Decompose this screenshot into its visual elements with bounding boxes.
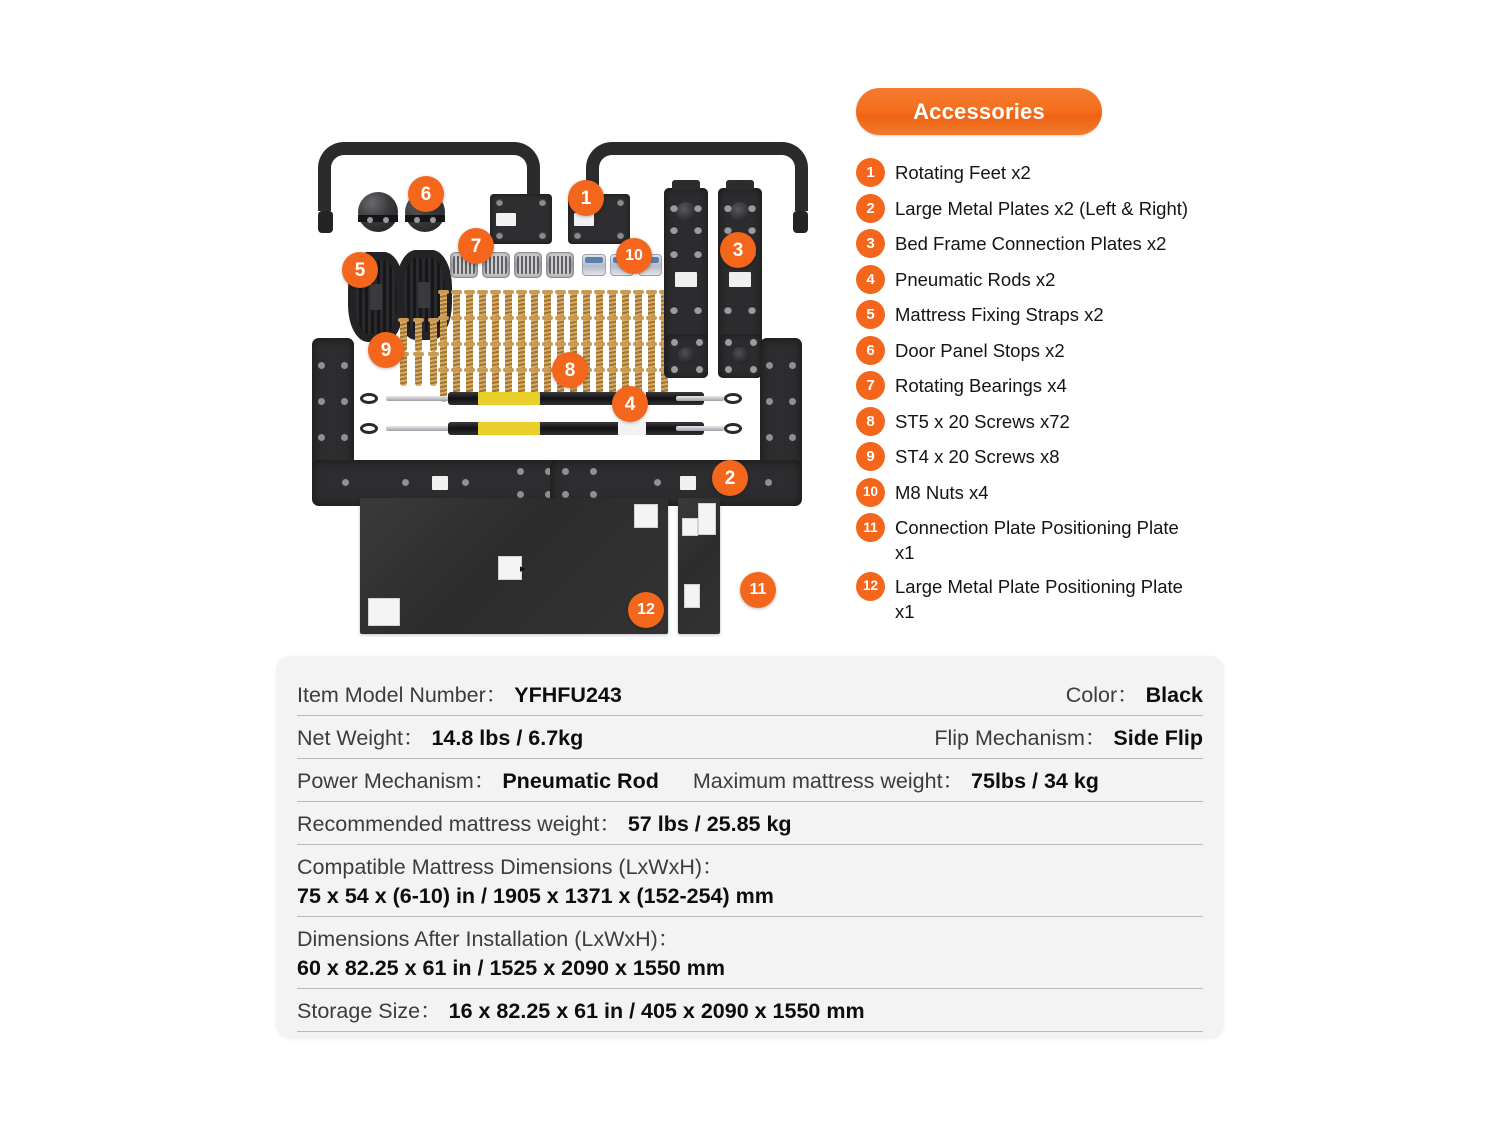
flip-mechanism-value: Side Flip — [1113, 726, 1203, 750]
accessories-legend-list — [856, 158, 1276, 630]
callout-3: 3 — [720, 232, 756, 268]
spec-row-power — [297, 759, 1203, 802]
net-weight-value: 14.8 lbs / 6.7kg — [431, 726, 584, 750]
legend-label-7: Rotating Bearings x4 — [895, 375, 1067, 396]
legend-badge-5: 5 — [856, 300, 885, 329]
spec-row-recommended-weight — [297, 802, 1203, 845]
legend-label-2: Large Metal Plates x2 (Left & Right) — [895, 197, 1189, 219]
storage-size-value: 16 x 82.25 x 61 in / 405 x 2090 x 1550 mm — [448, 999, 865, 1023]
legend-item-9 — [856, 442, 1276, 471]
legend-badge-10: 10 — [856, 478, 885, 507]
callout-10: 10 — [616, 238, 652, 274]
legend-item-5 — [856, 300, 1276, 329]
recommended-mattress-label: Recommended mattress weight： — [297, 812, 621, 836]
legend-badge-4: 4 — [856, 265, 885, 294]
legend-item-4 — [856, 265, 1276, 294]
pneumatic-rod-2 — [360, 422, 742, 435]
legend-item-8 — [856, 407, 1276, 436]
recommended-mattress-value: 57 lbs / 25.85 kg — [627, 812, 792, 836]
legend-label-12: Large Metal Plate Positioning Plate x1 — [895, 575, 1183, 622]
rotating-foot-bracket-left — [490, 194, 552, 244]
legend-badge-7: 7 — [856, 371, 885, 400]
legend-item-10 — [856, 478, 1276, 507]
screw — [415, 318, 422, 352]
color-value: Black — [1145, 683, 1203, 707]
spec-row-storage-size — [297, 989, 1203, 1032]
callout-8: 8 — [552, 352, 588, 388]
screw — [430, 318, 437, 352]
legend-label-3: Bed Frame Connection Plates x2 — [895, 233, 1167, 254]
spec-row-installed-dimensions — [297, 917, 1203, 989]
spec-row-net-weight — [297, 716, 1203, 759]
compatible-dimensions-label: Compatible Mattress Dimensions (LxWxH)： — [297, 855, 724, 879]
callout-5: 5 — [342, 252, 378, 288]
legend-label-8: ST5 x 20 Screws x72 — [895, 410, 1070, 432]
accessories-badge-label: Accessories — [913, 98, 1045, 124]
m8-nut-1 — [582, 254, 606, 276]
color-label: Color： — [1065, 683, 1139, 707]
power-mechanism-value: Pneumatic Rod — [502, 769, 659, 793]
legend-item-3 — [856, 229, 1276, 258]
callout-9: 9 — [368, 332, 404, 368]
legend-label-6: Door Panel Stops x2 — [895, 339, 1065, 361]
legend-badge-3: 3 — [856, 229, 885, 258]
compatible-dimensions-value: 75 x 54 x (6-10) in / 1905 x 1371 x (152-254) mm — [297, 884, 774, 908]
max-mattress-label: Maximum mattress weight： — [692, 769, 965, 793]
screw — [430, 352, 437, 386]
legend-badge-8: 8 — [856, 407, 885, 436]
legend-item-2 — [856, 194, 1276, 223]
door-panel-stop-1 — [358, 192, 398, 232]
screw — [415, 352, 422, 386]
legend-label-11: Connection Plate Positioning Plate x1 — [895, 517, 1179, 563]
pneumatic-rod-1 — [360, 392, 742, 405]
max-mattress-value: 75lbs / 34 kg — [971, 769, 1099, 793]
callout-4: 4 — [612, 386, 648, 422]
legend-item-12 — [856, 572, 1276, 624]
callout-1: 1 — [568, 180, 604, 216]
callout-11: 11 — [740, 572, 776, 608]
callout-12: 12 — [628, 592, 664, 628]
legend-label-4: Pneumatic Rods x2 — [895, 268, 1056, 290]
legend-badge-1: 1 — [856, 158, 885, 187]
specification-panel — [276, 656, 1224, 1038]
spec-row-model — [297, 673, 1203, 716]
callout-7: 7 — [458, 228, 494, 264]
legend-badge-12: 12 — [856, 572, 885, 601]
rotating-bearing-3 — [514, 252, 542, 278]
connection-plate-positioning-plate — [678, 498, 720, 634]
model-value: YFHFU243 — [514, 683, 622, 707]
pivot-plate-left — [666, 334, 708, 378]
power-mechanism-label: Power Mechanism： — [297, 769, 496, 793]
installed-dimensions-label: Dimensions After Installation (LxWxH)： — [297, 927, 680, 951]
net-weight-label: Net Weight： — [297, 726, 425, 750]
callout-6: 6 — [408, 176, 444, 212]
rotating-bearing-4 — [546, 252, 574, 278]
legend-label-10: M8 Nuts x4 — [895, 481, 989, 503]
accessories-badge — [856, 88, 1102, 135]
large-metal-plate-positioning-plate: ▸ — [360, 498, 668, 634]
legend-item-11 — [856, 513, 1276, 565]
legend-badge-9: 9 — [856, 442, 885, 471]
installed-dimensions-value: 60 x 82.25 x 61 in / 1525 x 2090 x 1550 mm — [297, 956, 725, 980]
pivot-plate-right — [720, 334, 762, 378]
legend-label-1: Rotating Feet x2 — [895, 162, 1031, 183]
storage-size-label: Storage Size： — [297, 999, 442, 1023]
legend-badge-11: 11 — [856, 513, 885, 542]
legend-item-6 — [856, 336, 1276, 365]
legend-item-1 — [856, 158, 1276, 187]
legend-badge-2: 2 — [856, 194, 885, 223]
model-label: Item Model Number： — [297, 683, 508, 707]
legend-badge-6: 6 — [856, 336, 885, 365]
spec-row-compatible-dimensions — [297, 845, 1203, 917]
legend-label-5: Mattress Fixing Straps x2 — [895, 304, 1104, 325]
product-parts-illustration — [300, 130, 830, 650]
flip-mechanism-label: Flip Mechanism： — [934, 726, 1107, 750]
legend-item-7 — [856, 371, 1276, 400]
legend-label-9: ST4 x 20 Screws x8 — [895, 446, 1060, 467]
st4-screws-group — [400, 318, 444, 390]
callout-2: 2 — [712, 460, 748, 496]
